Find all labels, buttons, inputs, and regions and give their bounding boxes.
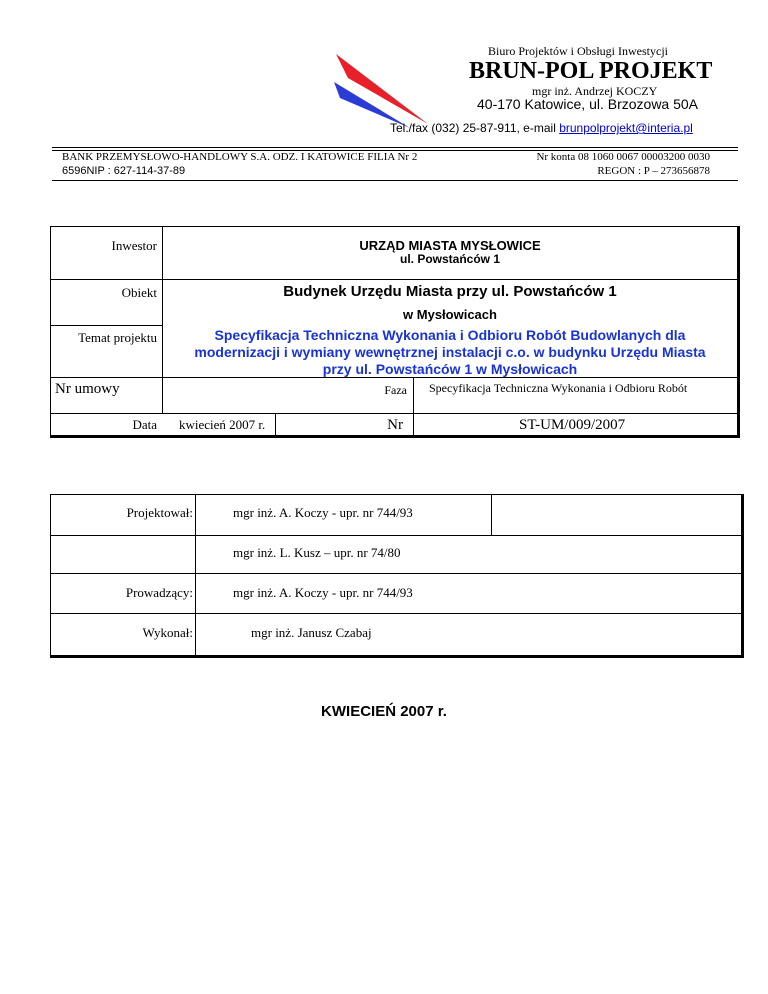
col-divider	[491, 495, 492, 535]
divider-bottom	[52, 180, 738, 181]
divider-top	[52, 147, 738, 148]
col-divider	[275, 413, 276, 436]
object-line-2: w Mysłowicach	[403, 307, 497, 322]
designed-person-2: mgr inż. L. Kusz – upr. nr 74/80	[233, 545, 401, 560]
col-divider	[195, 495, 196, 656]
phase-value: Specyfikacja Techniczna Wykonania i Odbioru Robót	[429, 381, 688, 395]
object-line-1: Budynek Urzędu Miasta przy ul. Powstańców 1	[283, 283, 617, 300]
made-label: Wykonał:	[142, 625, 193, 640]
bank-account: Nr konta 08 1060 0067 00003200 0030	[536, 151, 710, 163]
designed-person-1: mgr inż. A. Koczy - upr. nr 744/93	[233, 505, 413, 520]
designed-label: Projektował:	[126, 505, 193, 520]
topic-line-3: przy ul. Powstańców 1 w Mysłowicach	[322, 361, 578, 377]
investor-address: ul. Powstańców 1	[399, 252, 501, 266]
row-divider	[51, 325, 162, 326]
document-date: KWIECIEŃ 2007 r.	[321, 703, 447, 720]
contact-phone: Tel./fax (032) 25-87-911, e-mail	[390, 121, 556, 135]
made-person: mgr inż. Janusz Czabaj	[251, 625, 372, 640]
col-divider	[413, 377, 414, 436]
company-name: BRUN-POL PROJEKT	[469, 58, 713, 84]
topic-line-2: modernizacji i wymiany wewnętrznej instalacji c.o. w budynku Urzędu Miasta	[194, 344, 706, 360]
date-value: kwiecień 2007 r.	[179, 417, 266, 432]
bank-nip: 6596NIP : 627-114-37-89	[62, 165, 186, 177]
topic-line-1: Specyfikacja Techniczna Wykonania i Odbioru Robót Budowlanych dla	[214, 327, 686, 343]
investor-label: Inwestor	[111, 238, 157, 253]
row-divider	[51, 279, 737, 280]
row-divider	[51, 535, 741, 536]
designers-table	[50, 494, 744, 658]
nr-value: ST-UM/009/2007	[519, 417, 626, 433]
bank-regon: REGON : P – 273656878	[597, 165, 710, 177]
company-logo	[330, 48, 440, 130]
object-label: Obiekt	[121, 285, 157, 300]
nr-label: Nr	[387, 417, 403, 433]
project-table	[50, 226, 740, 438]
bureau-name: Biuro Projektów i Obsługi Inwestycji	[488, 44, 668, 58]
topic-label: Temat projektu	[78, 330, 157, 345]
date-label: Data	[132, 417, 157, 432]
company-address: 40-170 Katowice, ul. Brzozowa 50A	[477, 96, 699, 112]
lead-label: Prowadzący:	[125, 585, 193, 600]
owner-name: mgr inż. Andrzej KOCZY	[532, 84, 658, 98]
contract-label: Nr umowy	[55, 381, 120, 397]
row-divider	[51, 573, 741, 574]
lead-person: mgr inż. A. Koczy - upr. nr 744/93	[233, 585, 413, 600]
investor-name: URZĄD MIASTA MYSŁOWICE	[359, 238, 541, 253]
row-divider	[51, 377, 737, 378]
email-link[interactable]: brunpolprojekt@interia.pl	[559, 121, 693, 135]
bank-name: BANK PRZEMYSŁOWO-HANDLOWY S.A. ODZ. I KATOWICE FILIA Nr 2	[62, 151, 418, 163]
row-divider	[51, 613, 741, 614]
phase-label: Faza	[384, 383, 407, 397]
row-divider	[51, 413, 737, 414]
contact-line	[390, 121, 693, 135]
